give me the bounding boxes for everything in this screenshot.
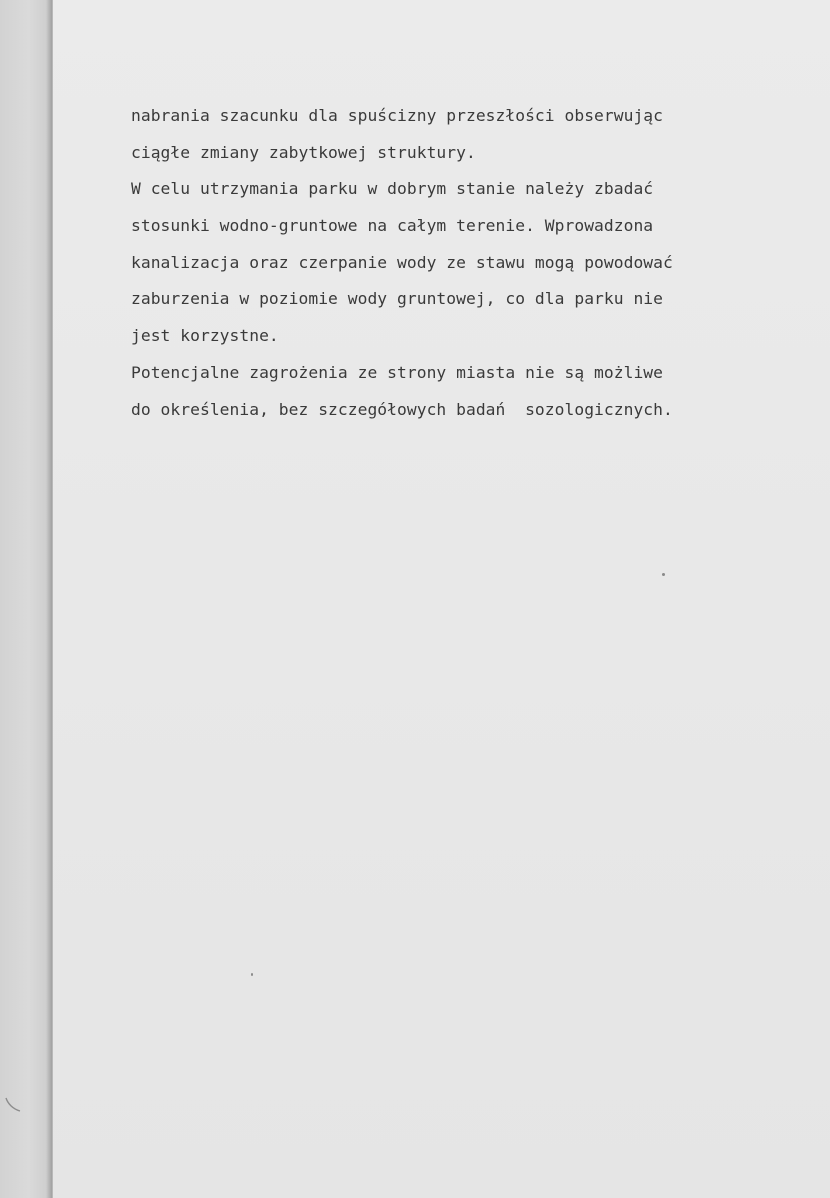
pencil-mark-icon xyxy=(4,1096,22,1114)
paper-speck xyxy=(662,573,665,576)
text-line: do określenia, bez szczegółowych badań sozologicznych. xyxy=(131,399,673,419)
paper-speck xyxy=(251,973,253,976)
text-line: jest korzystne. xyxy=(131,326,279,346)
binding-shadow xyxy=(46,0,53,1198)
text-line: ciągłe zmiany zabytkowej struktury. xyxy=(131,142,476,162)
body-text xyxy=(131,98,771,428)
text-line: W celu utrzymania parku w dobrym stanie należy zbadać xyxy=(131,179,654,199)
text-line: nabrania szacunku dla spuścizny przeszłości obserwując xyxy=(131,106,664,125)
text-line: Potencjalne zagrożenia ze strony miasta nie są możliwe xyxy=(131,362,664,382)
binding-spine xyxy=(0,0,52,1198)
text-line: stosunki wodno-gruntowe na całym terenie. Wprowadzona xyxy=(131,216,654,236)
text-line: zaburzenia w poziomie wody gruntowej, co dla parku nie xyxy=(131,289,664,309)
text-line: kanalizacja oraz czerpanie wody ze stawu mogą powodować xyxy=(131,252,673,272)
